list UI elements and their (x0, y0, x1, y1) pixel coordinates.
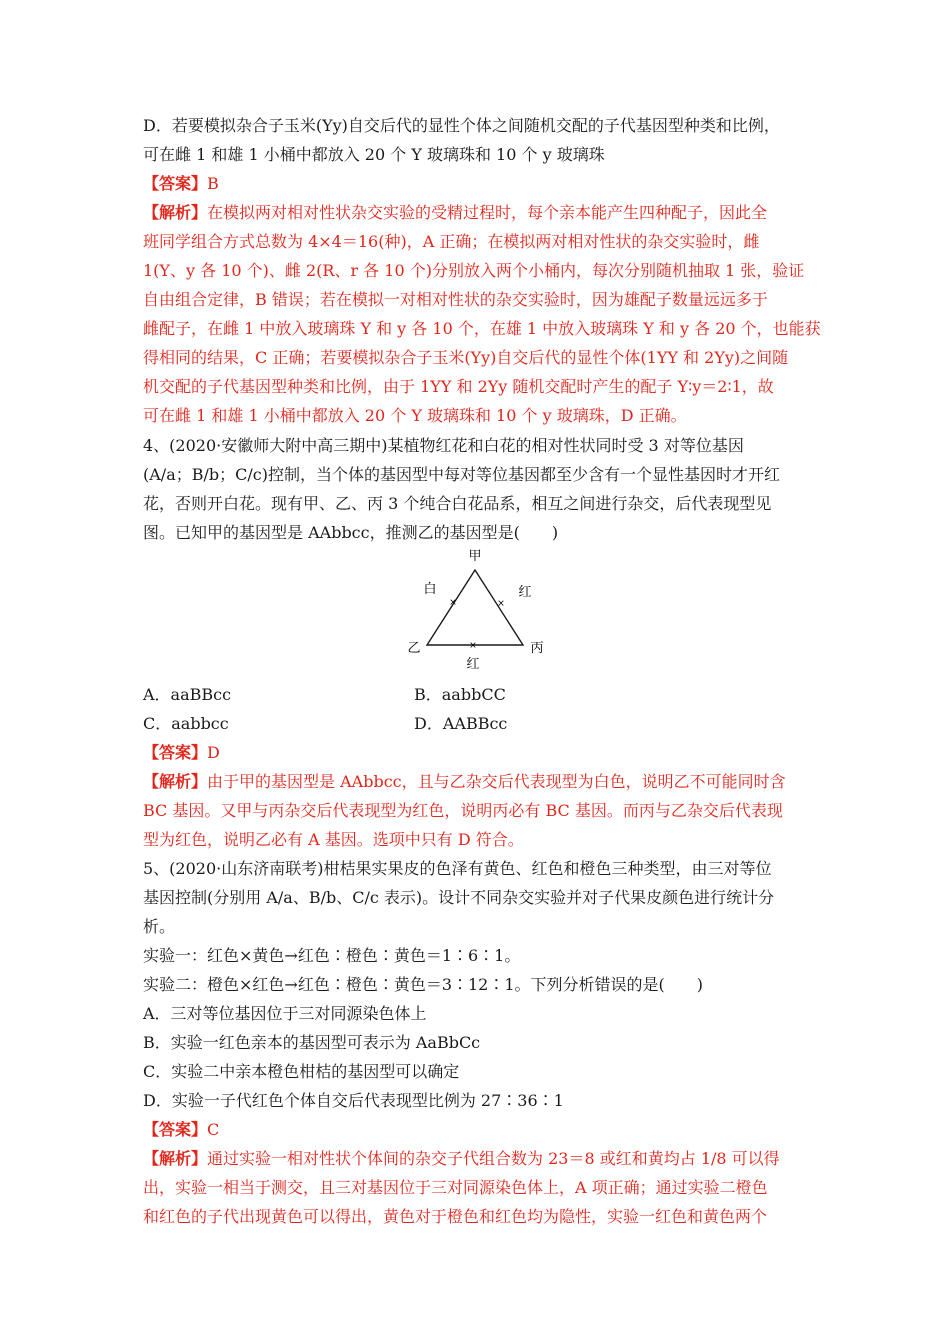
answer-value: B (207, 174, 219, 193)
q3-analysis-line1 (143, 203, 767, 223)
q4-answer (143, 743, 220, 763)
triangle-outline (427, 570, 523, 645)
label-left-edge-white: 白 (423, 582, 437, 597)
q5-option-d: D．实验一子代红色个体自交后代表现型比例为 27∶36∶1 (143, 1091, 564, 1110)
q3-answer (143, 174, 219, 194)
q4-option-a: A．aaBBcc (143, 685, 232, 704)
analysis-tag: 【解析】 (143, 203, 208, 222)
label-bottom-edge-red: 红 (466, 657, 480, 672)
cross-mark-right: × (497, 599, 505, 609)
q4-analysis-line1 (143, 772, 786, 792)
q3-analysis-line4: 自由组合定律，B 错误；若在模拟一对相对性状的杂交实验时，因为雄配子数量远远多于 (143, 290, 768, 309)
analysis-text: 通过实验一相对性状个体间的杂交子代组合数为 23＝8 或红和黄均占 1/8 可以得 (207, 1149, 780, 1168)
answer-tag: 【答案】 (143, 1120, 208, 1139)
q3-analysis-line7: 机交配的子代基因型种类和比例，由于 1YY 和 2Yy 随机交配时产生的配子 Y∶y＝2∶1，故 (143, 377, 774, 396)
q4-analysis-line3: 型为红色，说明乙必有 A 基因。选项中只有 D 符合。 (143, 830, 524, 849)
q4-stem-line3: 花，否则开白花。现有甲、乙、丙 3 个纯合白花品系，相互之间进行杂交，后代表现型见 (143, 494, 772, 513)
q3-analysis-line2: 班同学组合方式总数为 4×4＝16(种)，A 正确；在模拟两对相对性状的杂交实验时，雌 (143, 232, 760, 251)
q3-option-d-line2: 可在雌 1 和雄 1 小桶中都放入 20 个 Y 玻璃珠和 10 个 y 玻璃珠 (143, 145, 605, 164)
answer-value: D (207, 743, 220, 762)
label-right-edge-red: 红 (518, 585, 532, 600)
q3-option-d-line1: D．若要模拟杂合子玉米(Yy)自交后代的显性个体之间随机交配的子代基因型种类和比例， (143, 116, 780, 135)
q5-stem-line2: 基因控制(分别用 A/a、B/b、C/c 表示)。设计不同杂交实验并对子代果皮颜色进行统计分 (143, 888, 775, 907)
q5-stem-line1: 5、(2020·山东济南联考)柑桔果实果皮的色泽有黄色、红色和橙色三种类型，由三对等位 (143, 859, 772, 878)
q3-analysis-line6: 得相同的结果，C 正确；若要模拟杂合子玉米(Yy)自交后代的显性个体(1YY 和 2Yy)之间随 (143, 348, 789, 367)
q3-analysis-line8: 可在雌 1 和雄 1 小桶中都放入 20 个 Y 玻璃珠和 10 个 y 玻璃珠，D 正确。 (143, 406, 687, 425)
q4-option-d: D．AABBcc (414, 714, 508, 733)
q3-analysis-line3: 1(Y、y 各 10 个)、雌 2(R、r 各 10 个)分别放入两个小桶内，每次分别随机抽取 1 张，验证 (143, 261, 805, 280)
analysis-text: 在模拟两对相对性状杂交实验的受精过程时，每个亲本能产生四种配子，因此全 (207, 203, 768, 222)
answer-value: C (207, 1120, 220, 1139)
analysis-tag: 【解析】 (143, 1149, 208, 1168)
q5-stem-line3: 析。 (143, 917, 176, 936)
q3-analysis-line5: 雌配子，在雌 1 中放入玻璃珠 Y 和 y 各 10 个，在雄 1 中放入玻璃珠 Y 和 y 各 20 个，也能获 (143, 319, 821, 338)
label-jia: 甲 (468, 549, 482, 564)
q5-option-a: A．三对等位基因位于三对同源染色体上 (143, 1004, 427, 1023)
label-bing: 丙 (530, 641, 544, 656)
q4-analysis-line2: BC 基因。又甲与丙杂交后代表现型为红色，说明丙必有 BC 基因。而丙与乙杂交后代表现 (143, 801, 783, 820)
q5-option-b: B．实验一红色亲本的基因型可表示为 AaBbCc (143, 1033, 481, 1052)
q4-option-c: C．aabbcc (143, 714, 229, 733)
q5-analysis-line1 (143, 1149, 780, 1169)
q5-answer (143, 1120, 219, 1140)
q4-stem-line4: 图。已知甲的基因型是 AAbbcc，推测乙的基因型是( ) (143, 523, 559, 542)
analysis-tag: 【解析】 (143, 772, 208, 791)
q5-experiment-1: 实验一：红色×黄色→红色∶橙色∶黄色＝1∶6∶1。 (143, 946, 521, 965)
q5-analysis-line3: 和红色的子代出现黄色可以得出，黄色对于橙色和红色均为隐性，实验一红色和黄色两个 (143, 1207, 768, 1226)
q4-stem-line2: (A/a；B/b；C/c)控制，当个体的基因型中每对等位基因都至少含有一个显性基因时才开红 (143, 465, 780, 484)
cross-mark-bottom: × (469, 641, 477, 651)
answer-tag: 【答案】 (143, 174, 208, 193)
analysis-text: 由于甲的基因型是 AAbbcc，且与乙杂交后代表现型为白色，说明乙不可能同时含 (207, 772, 786, 791)
q4-option-b: B．aabbCC (414, 685, 506, 704)
cross-triangle-diagram (400, 548, 550, 673)
q4-stem-line1: 4、(2020·安徽师大附中高三期中)某植物红花和白花的相对性状同时受 3 对等位基因 (143, 436, 744, 455)
q5-analysis-line2: 出，实验一相当于测交，且三对基因位于三对同源染色体上，A 项正确；通过实验二橙色 (143, 1178, 768, 1197)
answer-tag: 【答案】 (143, 743, 208, 762)
cross-mark-left: × (449, 598, 457, 608)
q5-option-c: C．实验二中亲本橙色柑桔的基因型可以确定 (143, 1062, 460, 1081)
q5-experiment-2: 实验二：橙色×红色→红色∶橙色∶黄色＝3∶12∶1。下列分析错误的是( ) (143, 975, 704, 994)
label-yi: 乙 (407, 641, 421, 656)
